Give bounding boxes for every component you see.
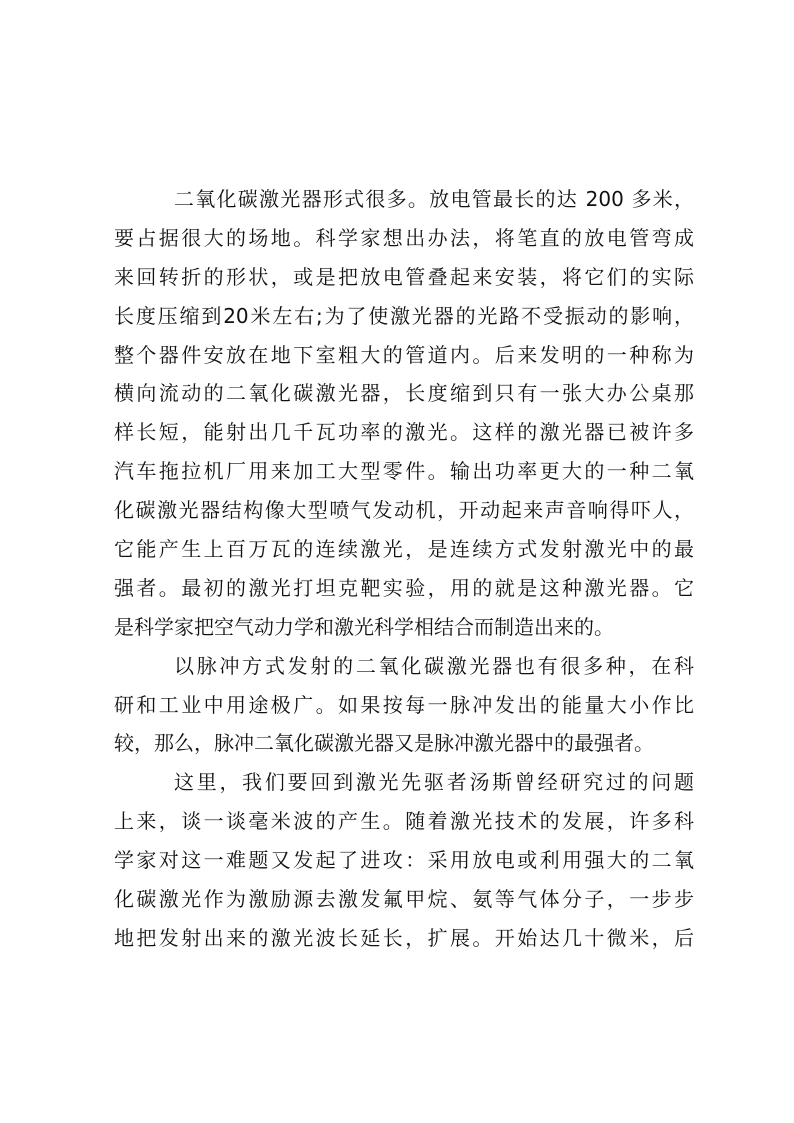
text-line: 学家对这一难题又发起了进攻：采用放电或利用强大的二氧: [114, 848, 694, 873]
text-line: 样长短，能射出几千瓦功率的激光。这样的激光器已被许多: [114, 420, 694, 445]
paragraph-1: [114, 180, 694, 647]
text-line: 化碳激光器结构像大型喷气发动机，开动起来声音响得吓人，: [114, 498, 694, 523]
paragraph-2: [114, 647, 694, 764]
text-line: 上来，谈一谈毫米波的产生。随着激光技术的发展，许多科: [114, 809, 694, 834]
paragraph-3: [114, 763, 694, 957]
text-line: 这里，我们要回到激光先驱者汤斯曾经研究过的问题: [174, 770, 694, 795]
text-line: 地把发射出来的激光波长延长，扩展。开始达几十微米，后: [114, 925, 694, 950]
text-line: 要占据很大的场地。科学家想出办法，将笔直的放电管弯成: [114, 225, 694, 250]
text-line: 汽车拖拉机厂用来加工大型零件。输出功率更大的一种二氧: [114, 459, 694, 484]
text-line: 它能产生上百万瓦的连续激光，是连续方式发射激光中的最: [114, 537, 694, 562]
text-line: 来回转折的形状，或是把放电管叠起来安装，将它们的实际: [114, 264, 694, 289]
text-line: 二氧化碳激光器形式很多。放电管最长的达 200 多米，: [174, 187, 694, 211]
text-line: 是科学家把空气动力学和激光科学相结合而制造出来的。: [114, 614, 614, 639]
text-line: 以脉冲方式发射的二氧化碳激光器也有很多种，在科: [174, 653, 694, 678]
text-line: 研和工业中用途极广。如果按每一脉冲发出的能量大小作比: [114, 692, 694, 717]
text-line: 横向流动的二氧化碳激光器，长度缩到只有一张大办公桌那: [114, 381, 694, 406]
text-line: 较，那么，脉冲二氧化碳激光器又是脉冲激光器中的最强者。: [114, 731, 654, 756]
text-line: 化碳激光作为激励源去激发氟甲烷、氨等气体分子，一步步: [114, 887, 694, 912]
body-text: [114, 180, 694, 958]
text-line: 长度压缩到20米左右;为了使激光器的光路不受振动的影响，: [114, 303, 694, 328]
text-line: 整个器件安放在地下室粗大的管道内。后来发明的一种称为: [114, 342, 694, 367]
text-line: 强者。最初的激光打坦克靶实验，用的就是这种激光器。它: [114, 575, 694, 600]
